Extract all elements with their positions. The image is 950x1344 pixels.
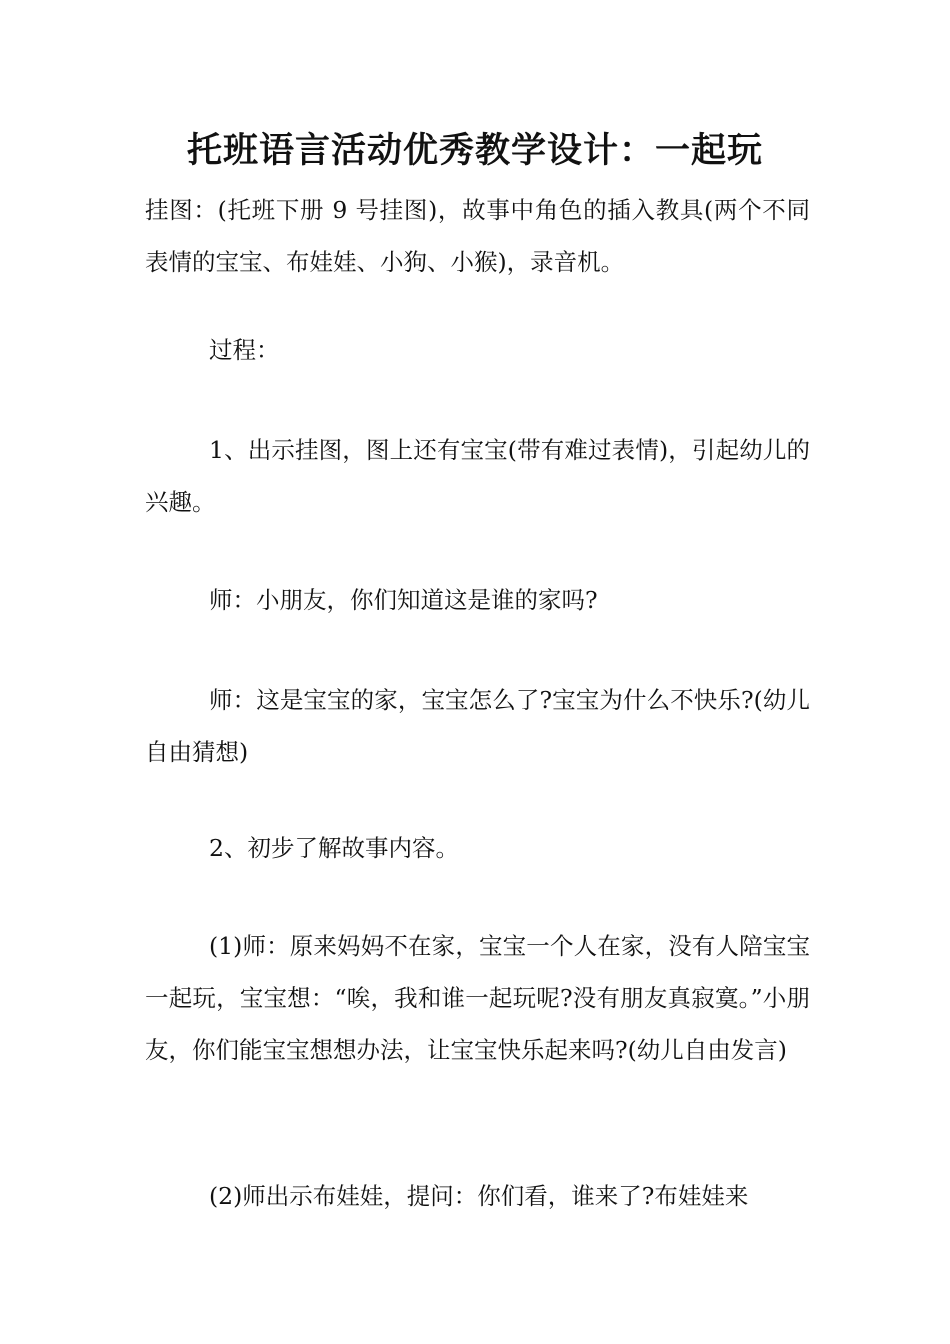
paragraph-step-2-1: (1)师：原来妈妈不在家，宝宝一个人在家，没有人陪宝宝一起玩，宝宝想：“唉，我和谁一起玩呢?没有朋友真寂寞。”小朋友，你们能宝宝想想办法，让宝宝快乐起来吗?(幼儿自由发言) xyxy=(145,932,810,1064)
paragraph-process-heading: 过程： xyxy=(209,336,280,364)
paragraph-teacher-question-2: 师：这是宝宝的家，宝宝怎么了?宝宝为什么不快乐?(幼儿自由猜想) xyxy=(145,686,810,766)
paragraph-step-1: 1、出示挂图，图上还有宝宝(带有难过表情)，引起幼儿的兴趣。 xyxy=(145,436,810,516)
document-title: 托班语言活动优秀教学设计：一起玩 xyxy=(186,131,763,171)
paragraph-materials: 挂图：(托班下册 9 号挂图)，故事中角色的插入教具(两个不同表情的宝宝、布娃娃、小狗、小猴)，录音机。 xyxy=(145,196,810,276)
paragraph-step-2: 2、初步了解故事内容。 xyxy=(209,834,459,862)
paragraph-step-2-2: (2)师出示布娃娃，提问：你们看，谁来了?布娃娃来 xyxy=(209,1182,749,1210)
paragraph-teacher-question-1: 师：小朋友，你们知道这是谁的家吗? xyxy=(209,586,598,614)
